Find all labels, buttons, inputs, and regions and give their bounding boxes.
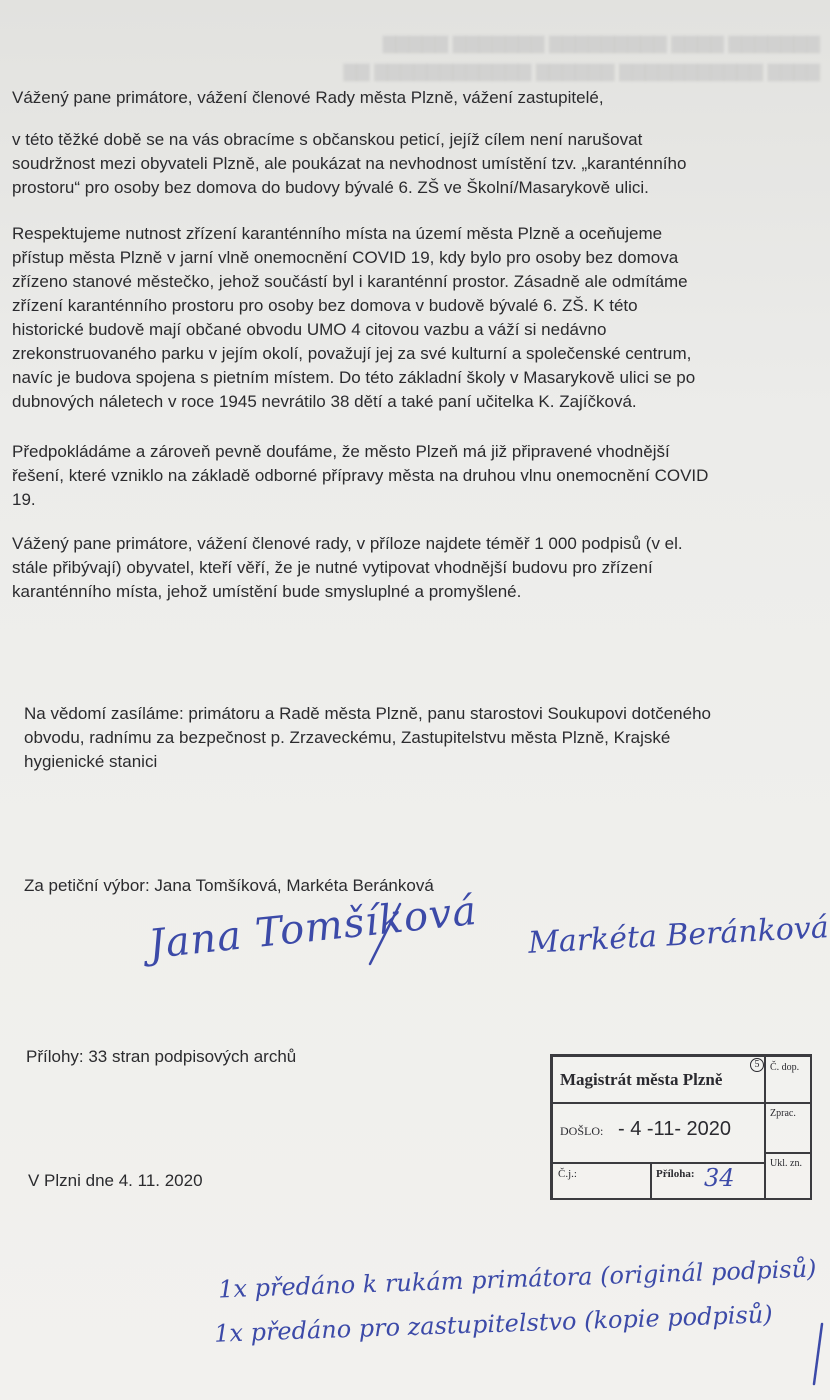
place-and-date: V Plzni dne 4. 11. 2020 <box>28 1171 203 1190</box>
paragraph-line: 19. <box>12 490 36 509</box>
stamp-number-mark: 5 <box>750 1058 764 1072</box>
stamp-col-file: Ukl. zn. <box>770 1158 802 1169</box>
paragraph-respect <box>12 222 812 414</box>
paragraph-intro <box>12 128 812 200</box>
paragraph-line: v této těžké době se na vás obracíme s občanskou peticí, jejíž cílem není narušovat <box>12 130 643 149</box>
salutation: Vážený pane primátore, vážení členové Rady města Plzně, vážení zastupitelé, <box>12 88 604 107</box>
stamp-office: Magistrát města Plzně <box>560 1070 723 1089</box>
handwritten-stroke <box>800 1320 830 1390</box>
handwritten-note-line-2: 1x předáno pro zastupitelstvo (kopie podpisů) <box>213 1300 774 1348</box>
cc-list <box>24 702 824 774</box>
stamp-docno-label: Č.j.: <box>558 1168 577 1180</box>
paragraph-line: Vážený pane primátore, vážení členové rady, v příloze najdete téměř 1 000 podpisů (v el. <box>12 534 683 553</box>
paragraph-line: Respektujeme nutnost zřízení karanténního místa na území města Plzně a oceňujeme <box>12 224 663 243</box>
paragraph-hope <box>12 440 812 512</box>
paragraph-line: přístup města Plzně v jarní vlně onemocnění COVID 19, kdy bylo pro osoby bez domova <box>12 248 679 267</box>
paragraph-line: soudržnost mezi obyvateli Plzně, ale poukázat na nevhodnost umístění tzv. „karanténního <box>12 154 687 173</box>
stamp-attachment-count: 34 <box>704 1164 735 1192</box>
stamp-attachment-label: Příloha: <box>656 1168 695 1180</box>
paragraph-line: Na vědomí zasíláme: primátoru a Radě města Plzně, panu starostovi Soukupovi dotčeného <box>24 704 711 723</box>
stamp-received-label: DOŠLO: <box>560 1124 604 1138</box>
stamp-received-date: - 4 -11- 2020 <box>618 1118 732 1140</box>
paragraph-line: zřízeno stanové městečko, jehož součástí byl i karanténní prostor. Zásadně ale odmítáme <box>12 272 688 291</box>
paragraph-line: dubnových náletech v roce 1945 nevrátilo 38 dětí a také paní učitelka K. Zajíčková. <box>12 392 637 411</box>
signature-jana-tomsikova: Jana Tomšíková <box>146 887 480 969</box>
paragraph-line: Předpokládáme a zároveň pevně doufáme, že město Plzeň má již připravené vhodnější <box>12 442 670 461</box>
paragraph-line: prostoru“ pro osoby bez domova do budovy bývalé 6. ZŠ ve Školní/Masarykově ulici. <box>12 178 649 197</box>
paragraph-line: karanténního místa, jehož umístění bude smysluplné a promyšlené. <box>12 582 522 601</box>
registry-stamp <box>550 1054 812 1200</box>
attachments-note: Přílohy: 33 stran podpisových archů <box>26 1047 297 1066</box>
paragraph-line: navíc je budova spojena s pietním místem. Do této základní školy v Masarykově ulici se po <box>12 368 696 387</box>
paragraph-line: zrekonstruovaného parku v jejím okolí, považují jej za své kulturní a společenské centrum, <box>12 344 692 363</box>
paragraph-line: obvodu, radnímu za bezpečnost p. Zrzaveckému, Zastupitelstvu města Plzně, Krajské <box>24 728 671 747</box>
petition-committee: Za petiční výbor: Jana Tomšíková, Markéta Beránková <box>24 876 434 895</box>
bleed-through-text: ▇▇▇▇▇▇▇ ▇▇▇▇ ▇▇▇▇▇▇▇▇▇ ▇▇▇▇▇▇▇ ▇▇▇▇▇ ▇▇▇▇ ▇▇▇▇▇▇▇▇▇▇▇ ▇▇▇▇▇▇ ▇▇▇▇▇▇▇▇▇▇▇▇ ▇▇ <box>343 34 820 81</box>
stamp-col-processing: Zprac. <box>770 1108 796 1119</box>
handwritten-note-line-1: 1x předáno k rukám primátora (originál podpisů) <box>217 1254 817 1304</box>
paragraph-line: hygienické stanici <box>24 752 158 771</box>
paragraph-line: stále přibývají) obyvatel, kteří věří, že je nutné vytipovat vhodnější budovu pro zřízení <box>12 558 653 577</box>
paragraph-line: řešení, které vzniklo na základě odborné přípravy města na druhou vlnu onemocnění COVID <box>12 466 709 485</box>
stamp-col-doc: Č. dop. <box>770 1062 800 1073</box>
signature-marketa-berankova: Markéta Beránková <box>527 910 830 961</box>
signature-stroke <box>360 900 410 970</box>
paragraph-line: zřízení karanténního prostoru pro osoby bez domova v budově bývalé 6. ZŠ. K této <box>12 296 638 315</box>
paragraph-signatures <box>12 532 812 604</box>
paragraph-line: historické budově mají občané obvodu UMO 4 citovou vazbu a váží si nedávno <box>12 320 607 339</box>
